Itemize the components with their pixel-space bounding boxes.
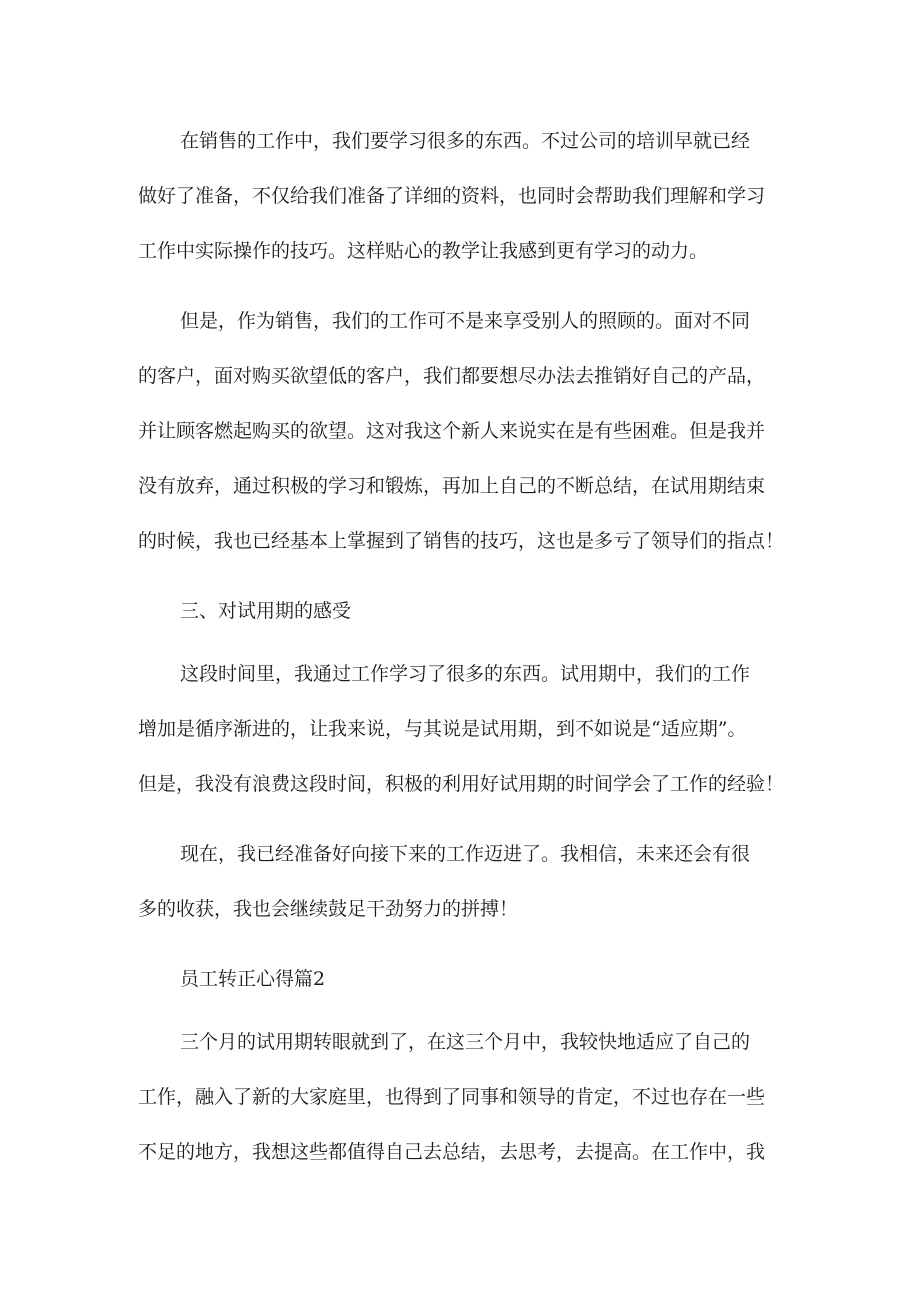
paragraph-line: 的客户，面对购买欲望低的客户，我们都要想尽办法去推销好自己的产品，: [138, 365, 766, 387]
paragraph-line: 在销售的工作中，我们要学习很多的东西。不过公司的培训早就已经: [180, 130, 751, 152]
article-title: 员工转正心得篇2: [180, 968, 326, 990]
paragraph-line: 但是，我没有浪费这段时间，积极的利用好试用期的时间学会了工作的经验！: [138, 773, 785, 795]
paragraph-line: 但是，作为销售，我们的工作可不是来享受别人的照顾的。面对不同: [180, 310, 751, 332]
paragraph-line: 三个月的试用期转眼就到了，在这三个月中，我较快地适应了自己的: [180, 1031, 751, 1053]
paragraph-line: 工作中实际操作的技巧。这样贴心的教学让我感到更有学习的动力。: [138, 240, 709, 262]
paragraph-line: 做好了准备，不仅给我们准备了详细的资料，也同时会帮助我们理解和学习: [138, 185, 766, 207]
paragraph-line: 多的收获，我也会继续鼓足干劲努力的拼搏！: [138, 898, 519, 920]
paragraph-line: 并让顾客燃起购买的欲望。这对我这个新人来说实在是有些困难。但是我并: [138, 420, 766, 442]
paragraph-line: 工作，融入了新的大家庭里，也得到了同事和领导的肯定，不过也存在一些: [138, 1086, 766, 1108]
paragraph-line: 的时候，我也已经基本上掌握到了销售的技巧，这也是多亏了领导们的指点！: [138, 530, 785, 552]
paragraph-line: 这段时间里，我通过工作学习了很多的东西。试用期中，我们的工作: [180, 663, 751, 685]
paragraph-line: 增加是循序渐进的，让我来说，与其说是试用期，到不如说是“适应期”。: [138, 718, 747, 740]
section-heading: 三、对试用期的感受: [180, 600, 352, 622]
paragraph-line: 不足的地方，我想这些都值得自己去总结，去思考，去提高。在工作中，我: [138, 1141, 766, 1163]
paragraph-line: 现在，我已经准备好向接下来的工作迈进了。我相信，未来还会有很: [180, 843, 751, 865]
paragraph-line: 没有放弃，通过积极的学习和锻炼，再加上自己的不断总结，在试用期结束: [138, 475, 766, 497]
